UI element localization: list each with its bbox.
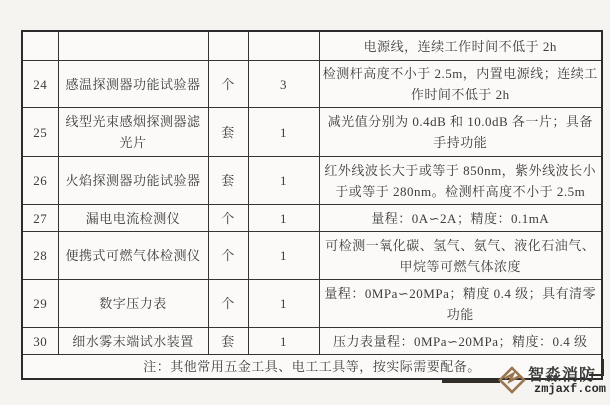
name-cell: 便携式可燃气体检测仪 <box>58 232 208 280</box>
zhimiao-logo-icon <box>498 366 526 394</box>
spec-cell: 红外线波长大于或等于 850nm，紫外线波长小于或等于 280nm。检测杆高度不小于 2.5m <box>319 157 602 205</box>
row-number-cell: 26 <box>22 157 58 205</box>
name-cell: 线型光束感烟探测器滤光片 <box>58 108 208 157</box>
row-number-cell: 25 <box>22 108 58 157</box>
watermark-corner-rule <box>589 359 604 376</box>
table-row <box>22 328 602 355</box>
quantity-cell: 3 <box>248 61 319 108</box>
unit-cell: 个 <box>208 232 248 280</box>
watermark-brand: 智淼消防 <box>528 367 597 384</box>
quantity-cell: 1 <box>248 108 319 157</box>
row-number-cell: 27 <box>22 205 58 232</box>
unit-cell: 套 <box>208 328 248 355</box>
unit-cell: 套 <box>208 157 248 205</box>
name-cell: 感温探测器功能试验器 <box>58 61 208 108</box>
unit-cell <box>208 31 248 61</box>
spec-cell: 检测杆高度不小于 2.5m，内置电源线；连续工作时间不低于 2h <box>319 61 602 108</box>
note-cell: 注：其他常用五金工具、电工工具等，按实际需要配备。 <box>22 355 602 380</box>
spec-cell: 量程：0A∽2A；精度：0.1mA <box>319 205 602 232</box>
unit-cell: 个 <box>208 61 248 108</box>
equipment-table-body <box>22 31 602 379</box>
watermark-url: zmjaxf.com <box>534 382 607 396</box>
table-row <box>22 61 602 108</box>
watermark <box>440 355 608 403</box>
spec-cell: 量程：0MPa∽20MPa；精度 0.4 级；具有清零功能 <box>319 280 602 328</box>
table-row <box>22 232 602 280</box>
name-cell: 细水雾末端试水装置 <box>58 328 208 355</box>
table-row <box>22 280 602 328</box>
name-cell <box>58 31 208 61</box>
unit-cell: 个 <box>208 280 248 328</box>
spec-cell: 可检测一氧化碳、氢气、氨气、液化石油气、甲烷等可燃气体浓度 <box>319 232 602 280</box>
quantity-cell: 1 <box>248 232 319 280</box>
table-row <box>22 108 602 157</box>
table-row <box>22 205 602 232</box>
unit-cell: 套 <box>208 108 248 157</box>
equipment-table <box>21 30 603 380</box>
row-number-cell <box>22 31 58 61</box>
quantity-cell: 1 <box>248 205 319 232</box>
spec-cell: 减光值分别为 0.4dB 和 10.0dB 各一片；具备手持功能 <box>319 108 602 157</box>
name-cell: 火焰探测器功能试验器 <box>58 157 208 205</box>
name-cell: 数字压力表 <box>58 280 208 328</box>
row-number-cell: 24 <box>22 61 58 108</box>
row-number-cell: 28 <box>22 232 58 280</box>
watermark-left-rule <box>442 380 500 383</box>
table-row <box>22 157 602 205</box>
table-row <box>22 31 602 61</box>
spec-cell: 压力表量程：0MPa∽20MPa；精度：0.4 级 <box>319 328 602 355</box>
quantity-cell: 1 <box>248 157 319 205</box>
unit-cell: 个 <box>208 205 248 232</box>
spec-cell: 电源线，连续工作时间不低于 2h <box>319 31 602 61</box>
row-number-cell: 30 <box>22 328 58 355</box>
quantity-cell: 1 <box>248 280 319 328</box>
row-number-cell: 29 <box>22 280 58 328</box>
quantity-cell <box>248 31 319 61</box>
quantity-cell: 1 <box>248 328 319 355</box>
name-cell: 漏电电流检测仪 <box>58 205 208 232</box>
